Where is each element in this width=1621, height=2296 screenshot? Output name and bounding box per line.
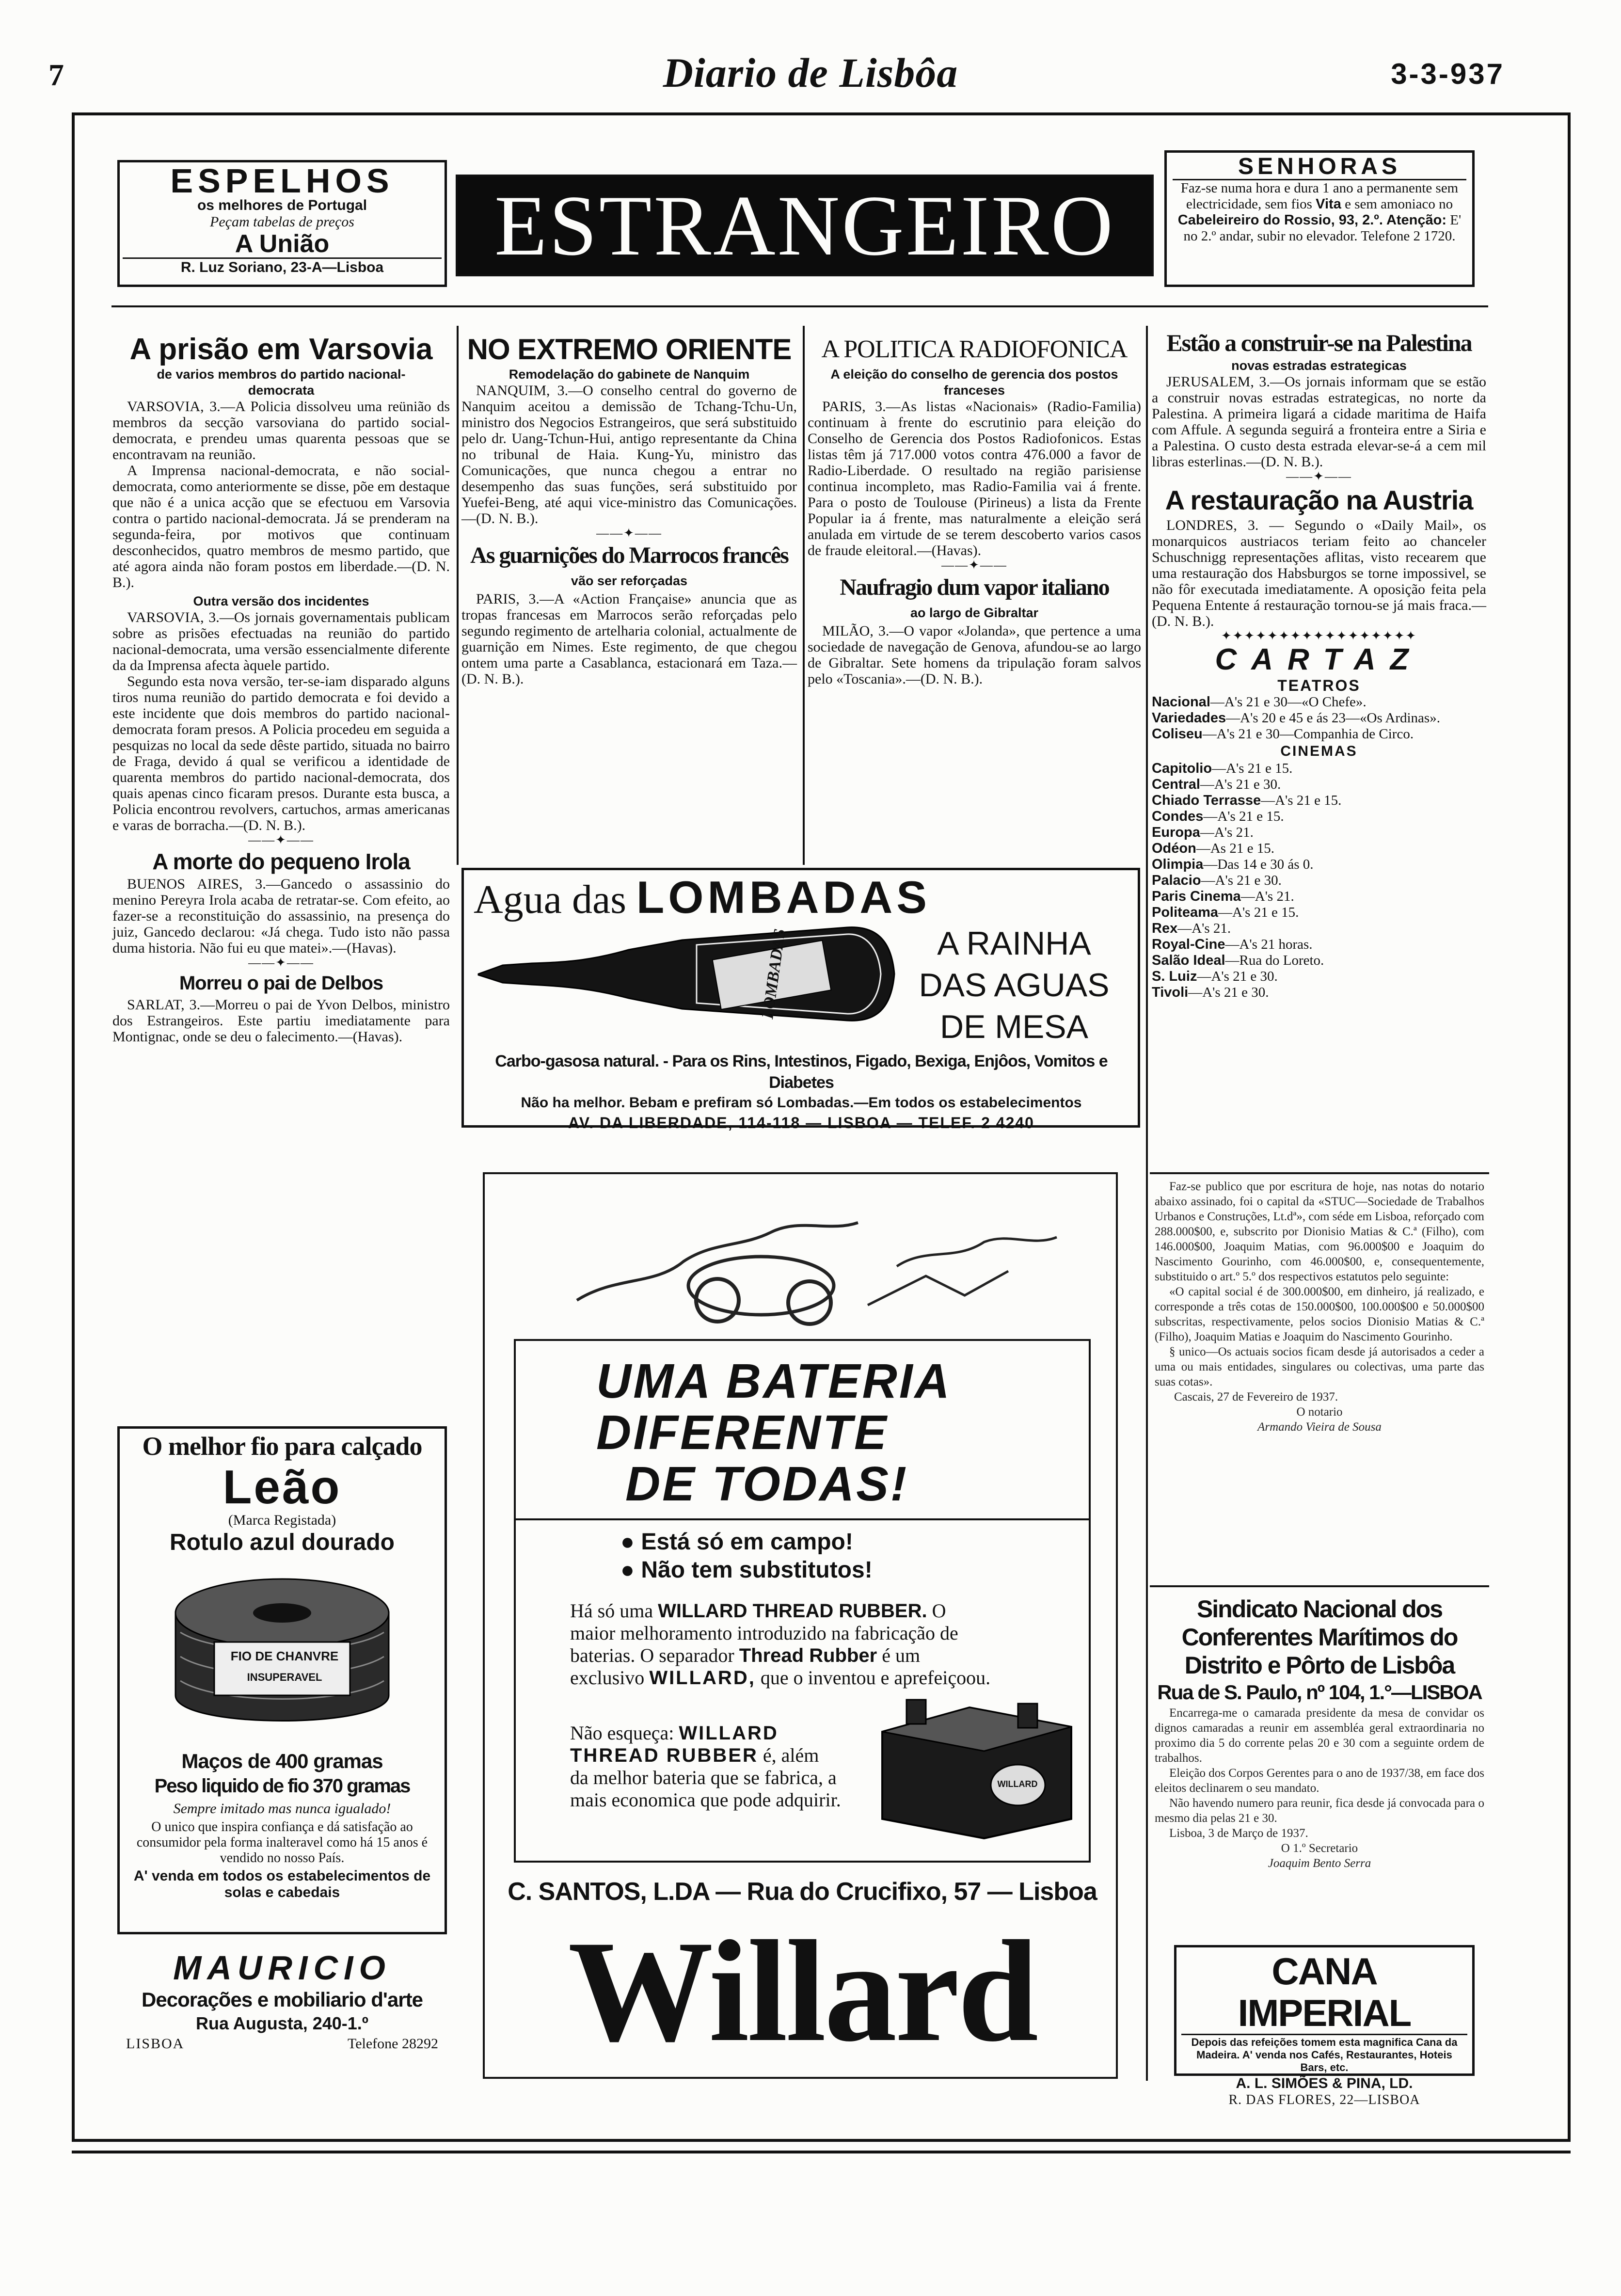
ad-willard-body2: [570, 1722, 842, 1811]
cinemas-item: [1152, 969, 1486, 985]
ad-espelhos-address: R. Luz Soriano, 23-A—Lisboa: [123, 257, 442, 276]
teatros-item-info: —A's 21 e 30—Companhia de Circo.: [1202, 726, 1414, 742]
ad-senhoras-text3: E' no 2.º andar, subir no elevador. Telefone 2 1720.: [1183, 212, 1462, 244]
notice-sindicato-address: Rua de S. Paulo, nº 104, 1.°—LISBOA: [1157, 1681, 1482, 1704]
cinemas-item: [1152, 793, 1486, 809]
ad-willard-p1b: WILLARD THREAD RUBBER.: [658, 1600, 927, 1622]
section-banner: [456, 175, 1154, 276]
ad-willard-headline: [596, 1355, 1081, 1510]
cinemas-item-info: —A's 21 e 15.: [1203, 809, 1284, 824]
ad-leao-line1: Maços de 400 gramas: [181, 1750, 383, 1772]
spool-text1: FIO DE CHANVRE: [230, 1649, 339, 1663]
cinemas-item-name: Central: [1152, 777, 1200, 792]
ad-mauricio-tagline: Decorações e mobiliario d'arte: [142, 1988, 423, 2011]
cinemas-item-name: Salão Ideal: [1152, 953, 1225, 968]
notice-stuc: [1155, 1179, 1484, 1435]
ad-willard-bullet1: ● Está só em campo!: [620, 1529, 853, 1555]
notice-sindicato-body: [1155, 1706, 1484, 1871]
cinemas-item: [1152, 921, 1486, 937]
section-banner-title: ESTRANGEIRO: [494, 177, 1115, 273]
ad-willard-bullet1-text: Está só em campo!: [641, 1529, 853, 1555]
ad-cana-title: CANA IMPERIAL: [1181, 1950, 1467, 2035]
cinemas-item-name: Palacio: [1152, 873, 1201, 888]
ad-lombadas-footer: [472, 1051, 1131, 1133]
col1-p2: A Imprensa nacional-democrata, e não social-democrata, como anteriormente se disse, põe em destaque que não é a unica acção que se efectuou em Varsovia contra o partido nacional-democrata. Já se prenderam na segunda-feira, por motivos que continuam desconhecidos, quatro membros de mesmo partido, que até agora ainda não foram postos em liberdade.—(D. N. B.).: [112, 462, 450, 590]
notice-stuc-role: O notario: [1296, 1405, 1343, 1419]
col-rule-2: [803, 326, 805, 865]
cinemas-item-info: —A's 21 e 30.: [1197, 969, 1278, 984]
teatros-item: [1152, 694, 1486, 710]
cinemas-item-info: —A's 21 horas.: [1225, 937, 1313, 952]
ad-cana-text: Depois das refeições tomem esta magnifica Cana da Madeira. A' venda nos Cafés, Restaurantes, Hoteis Bars, etc.: [1191, 2036, 1458, 2073]
cinemas-item-name: Chiado Terrasse: [1152, 793, 1261, 808]
car-sketch: [557, 1203, 1071, 1339]
cinemas-item-info: —A's 21 e 15.: [1218, 905, 1299, 920]
cinemas-item-info: —A's 21 e 15.: [1261, 793, 1342, 808]
masthead: Diario de Lisbôa: [663, 49, 958, 96]
ad-mauricio-name: MAURICIO: [173, 1949, 391, 1987]
col1-p3: VARSOVIA, 3.—Os jornais governamentais publicam sobre as prisões efectuadas na reunião do partido nacional-democrata, uma versão essencialmente diferente da da Imprensa afecta àquele partido.: [112, 609, 450, 673]
col3-separator: ——✦——: [941, 558, 1007, 572]
col4-subhead: novas estradas estrategicas: [1231, 358, 1407, 373]
notice-sindicato-role: O 1.º Secretario: [1281, 1842, 1358, 1855]
teatros-item-name: Variedades: [1152, 710, 1226, 726]
ad-willard-headline3: DE TODAS!: [625, 1457, 909, 1511]
ad-willard-p1g: que o inventou e aprefeiçoou.: [760, 1667, 991, 1689]
col2-subhead: Remodelação do gabinete de Nanquim: [509, 367, 750, 382]
col3-subhead2: ao largo de Gibraltar: [910, 606, 1039, 620]
cartaz-title: CARTAZ: [1215, 643, 1423, 676]
ad-leao-p1: O unico que inspira confiança e dá satisfação ao consumidor pela forma inalteravel como há 15 anos é vendido no nosso País.: [136, 1819, 428, 1866]
ad-espelhos-line2: Peçam tabelas de preços: [210, 214, 354, 230]
col2-p1: NANQUIM, 3.—O conselho central do governo de Nanquim aceitou a demissão de Tchang-Tchu-Un, ministro dos Negocios Estrangeiros, que será substituido pelo dr. Uang-Tchun-Hui, antigo representante da China no tribunal de Haia. Kung-Yu, ministro das Comunicações, que nunca chegou a entrar no desempenho das suas funções, será substituido por Yuefei-Beng, até aqui vice-ministro das Comunicações.—(D. N. B.).: [461, 383, 797, 526]
cinemas-item-name: Odéon: [1152, 841, 1196, 856]
ad-leao-mark: (Marca Registada): [228, 1512, 336, 1528]
notice-sindicato: [1155, 1595, 1484, 1871]
teatros-item-info: —A's 20 e 45 e ás 23—«Os Ardinas».: [1226, 710, 1440, 726]
cinemas-item-name: S. Luiz: [1152, 969, 1197, 984]
page-number: 7: [48, 58, 64, 92]
teatros-item-name: Coliseu: [1152, 726, 1203, 742]
teatros-item: [1152, 726, 1486, 742]
ad-lombadas-line3: AV. DA LIBERDADE, 114-118 — LISBOA — TELEF. 2 4240: [568, 1114, 1034, 1132]
ad-willard-p1e: é um exclusivo: [570, 1644, 921, 1689]
cinemas-item: [1152, 889, 1486, 905]
ad-mauricio-city: LISBOA: [126, 2036, 185, 2052]
cinemas-item: [1152, 937, 1486, 953]
ad-senhoras-title: SENHORAS: [1173, 155, 1466, 180]
ad-leao-name: Leão: [222, 1460, 342, 1514]
stuc-bottom-rule: [1150, 1585, 1489, 1587]
teatros-item-name: Nacional: [1152, 694, 1210, 710]
col4: [1152, 328, 1486, 1001]
cinemas-item-info: —A's 21.: [1200, 825, 1254, 840]
ad-lombadas-title-a: Agua das: [474, 877, 626, 922]
cinemas-item-name: Capitolio: [1152, 761, 1212, 776]
notice-sindicato-signature: Joaquim Bento Serra: [1268, 1857, 1371, 1870]
col4-headline: Estão a construir-se na Palestina: [1166, 329, 1472, 356]
ad-leao: [117, 1426, 447, 1934]
ad-senhoras-bold2: Cabeleireiro do Rossio, 93, 2.º. Atenção:: [1177, 212, 1447, 228]
col4-separator: ——✦——: [1286, 469, 1352, 483]
teatros-item-info: —A's 21 e 30—«O Chefe».: [1210, 694, 1367, 710]
cinemas-item-info: —A's 21 e 30.: [1200, 777, 1281, 792]
ad-willard-bullet2: ● Não tem substitutos!: [620, 1557, 873, 1583]
cartaz: [1152, 643, 1486, 1001]
ad-lombadas-slogan1: A RAINHA: [937, 925, 1091, 962]
col2-headline2: As guarnições do Marrocos francês: [470, 542, 788, 568]
ad-leao-tagline: Sempre imitado mas nunca igualado!: [173, 1801, 391, 1817]
ad-willard-p2c: é, além da melhor bateria que se fabrica, a mais economica que pode adquirir.: [570, 1744, 841, 1811]
col4-p1: JERUSALEM, 3.—Os jornais informam que se estão a construir novas estradas estrategicas, no norte da Palestina. A primeira ligará a cidade maritima de Haifa com Affule. A segunda seguirá a fronteira entre a Siria e a Palestina. O custo desta estrada elevar-se-á a cem mil libras esterlinas.—(D. N. B.).: [1152, 374, 1486, 470]
cartaz-cinemas-list: [1152, 761, 1486, 1001]
ad-espelhos-name: A União: [235, 230, 330, 258]
notice-sindicato-title: Sindicato Nacional dos Conferentes Marítimos do Distrito e Pôrto de Lisbôa: [1181, 1595, 1458, 1679]
col4-p2: LONDRES, 3. — Segundo o «Daily Mail», os monarquicos austriacos teriam feito ao chanceler Schuschnigg representações aflitas, visto recearem que uma restauração dos Habsburgos se torne impossivel, se não fôr executada imediatamente. A oposição feita pela Pequena Entente á restauração tornou-se já mais fraca.—(D. N. B.).: [1152, 517, 1486, 629]
notice-stuc-text: Faz-se publico que por escritura de hoje, nas notas do notario abaixo assinado, foi o capital da «STUC—Sociedade de Trabalhos Urbanos e Construções, Lt.dª», com séde em Lisboa, reforçado com 288.000$00, e, subscrito por Dionisio Matias & C.ª (Filho), com 146.000$00, Joaquim Matias, com 96.000$00 e Joaquim do Nascimento Gourinho, com 46.000$00, e, consequentemente, substituido o art.º 5.º dos respectivos estatutos pelo seguinte:: [1155, 1180, 1484, 1283]
bottom-rule: [72, 2151, 1571, 2153]
ad-willard-divider: [514, 1518, 1091, 1520]
col1-subhead: de varios membros do partido nacional-democrata: [157, 367, 406, 398]
cinemas-item-info: —A's 21 e 30.: [1188, 985, 1269, 1000]
ad-leao-p2: A' venda em todos os estabelecimentos de solas e cabedais: [133, 1868, 431, 1900]
cinemas-item-info: —Rua do Loreto.: [1225, 953, 1324, 968]
col4-separator2: ✦✦✦✦✦✦✦✦✦✦✦✦✦✦✦✦✦: [1221, 629, 1417, 643]
header-rule: [111, 305, 1488, 307]
teatros-item: [1152, 710, 1486, 726]
cinemas-item-info: —Das 14 e 30 ás 0.: [1203, 857, 1314, 872]
battery-label: WILLARD: [997, 1779, 1038, 1789]
ad-senhoras-text1: Faz-se numa hora e dura 1 ano a permanente sem electricidade, sem fios: [1180, 180, 1459, 212]
cinemas-item: [1152, 841, 1486, 857]
cinemas-item-info: —A's 21 e 30.: [1201, 873, 1282, 888]
ad-willard-p1a: Há só uma: [570, 1600, 653, 1622]
ad-senhoras-body: [1173, 180, 1466, 244]
cinemas-item-info: —As 21 e 15.: [1196, 841, 1274, 856]
ad-willard-dealer: C. SANTOS, L.DA — Rua do Crucifixo, 57 — Lisboa: [508, 1878, 1097, 1906]
cinemas-item: [1152, 905, 1486, 921]
ad-willard-p1f: WILLARD,: [649, 1667, 756, 1689]
col1-separator: ——✦——: [248, 833, 314, 847]
col1-separator2: ——✦——: [248, 956, 314, 970]
ad-senhoras-text2: e sem amoniaco no: [1345, 196, 1453, 212]
spool-text2: INSUPERAVEL: [247, 1671, 322, 1683]
ad-espelhos-line1: os melhores de Portugal: [197, 197, 367, 213]
cinemas-item: [1152, 873, 1486, 889]
battery-illustration: [873, 1678, 1081, 1843]
col2-p2: PARIS, 3.—A «Action Française» anuncia que as tropas francesas em Marrocos serão reforçadas pelo segundo regimento de artelharia colonial, actualmente de guarnição em Nimes. Este regimento, de que chegou ontem uma parte a Casablanca, estacionará em Taza.—(D. N. B.).: [461, 591, 797, 687]
ad-lombadas-title-b: LOMBADAS: [636, 872, 931, 923]
cartaz-bottom-rule: [1150, 1172, 1489, 1174]
ad-mauricio-address: Rua Augusta, 240-1.º: [196, 2013, 368, 2033]
notice-sindicato-p3: Não havendo numero para reunir, fica desde já convocada para o mesmo dia pelas 21 e 30.: [1155, 1797, 1484, 1825]
col3-p2: MILÃO, 3.—O vapor «Jolanda», que pertence a uma sociedade de navegação de Genova, afundou-se ao largo de Gibraltar. Sete homens da tripulação foram salvos pelo «Toscania».—(D. N. B.).: [808, 623, 1141, 687]
col1-sub2: Outra versão dos incidentes: [193, 594, 369, 608]
ad-willard-bullet2-text: Não tem substitutos!: [641, 1557, 873, 1583]
ad-senhoras-bold1: Vita: [1316, 196, 1341, 212]
cinemas-item: [1152, 777, 1486, 793]
notice-sindicato-date: Lisboa, 3 de Março de 1937.: [1169, 1827, 1308, 1840]
col1-headline: A prisão em Varsovia: [129, 333, 433, 366]
ad-mauricio: [117, 1949, 447, 2067]
issue-date: 3-3-937: [1391, 58, 1505, 90]
col2: [461, 333, 797, 687]
col1-p4: Segundo esta nova versão, ter-se-iam disparado alguns tiros numa reunião do partido democrata e foi devido a este incidente que dois membros do partido nacional-democrata foram presos. A Policia procedeu em seguida a pesquizas no local da sede dêste partido, situada no bairro de Fraga, devido á qual se verificou a identidade de quarenta membros do partido nacional-democrata, dos quais apenas cinco ficaram presos. Durante esta busca, a Policia encontrou revolvers, cartuchos, armas americanas e varas de borracha.—(D. N. B.).: [112, 673, 450, 833]
ad-senhoras: [1164, 150, 1475, 287]
cinemas-item: [1152, 825, 1486, 841]
col1-headline2: A morte do pequeno Irola: [152, 849, 410, 874]
col3-p1: PARIS, 3.—As listas «Nacionais» (Radio-Familia) continuam à frente do escrutinio para eleição do Conselho de Gerencia dos Postos Radiofonicos. Estas listas têm já 717.000 votos contra 476.000 a favor de Radio-Liberdade. O resultado na região parisiense continua incompleto, mas Radio-Familia vai á frente. Para o posto de Toulouse (Pirineus) a lista da Frente Popular ia á frente, mas naturalmente a eleição será anulada em virtude de se terem descoberto varios casos de fraude eleitoral.—(Havas).: [808, 399, 1141, 558]
notice-stuc-place: Cascais, 27 de Fevereiro de 1937.: [1174, 1390, 1338, 1403]
ad-lombadas-title-wrap: [474, 874, 931, 923]
cinemas-item-info: —A's 21 e 15.: [1212, 761, 1293, 776]
ad-willard-body1: [570, 1600, 992, 1689]
ad-lombadas: [461, 868, 1140, 1132]
cinemas-item: [1152, 809, 1486, 825]
cinemas-item-info: —A's 21.: [1177, 921, 1231, 936]
ad-leao-title: O melhor fio para calçado: [142, 1432, 422, 1461]
cinemas-item-name: Condes: [1152, 809, 1204, 824]
cinemas-item-name: Royal-Cine: [1152, 937, 1225, 952]
ad-cana-imperial: [1174, 1945, 1475, 2107]
col3-headline: A POLITICA RADIOFONICA: [821, 335, 1128, 363]
notice-sindicato-p1: Encarrega-me o camarada presidente da mesa de convidar os dignos camaradas a reunir em assembléa geral extraordinaria no proximo dia 5 do corrente pelas 20 e 30 com a seguinte ordem de trabalhos.: [1155, 1706, 1484, 1765]
ad-lombadas-slogan: [900, 923, 1128, 1048]
col1-headline3: Morreu o pai de Delbos: [179, 973, 383, 994]
notice-sindicato-p2: Eleição dos Corpos Gerentes para o ano de 1937/38, em face dos eleitos declinarem o seu mandato.: [1155, 1767, 1484, 1795]
cinemas-item-name: Rex: [1152, 921, 1178, 936]
col3-headline2: Naufragio dum vapor italiano: [840, 574, 1109, 600]
ad-willard-brand: Willard: [568, 1911, 1037, 2072]
col-rule-3: [1146, 326, 1148, 2081]
ad-willard: [483, 1172, 1118, 2079]
ad-mauricio-phone: Telefone 28292: [347, 2036, 438, 2052]
cinemas-item: [1152, 953, 1486, 969]
cartaz-teatros-list: [1152, 694, 1486, 742]
cinemas-item-info: —A's 21.: [1240, 889, 1294, 904]
ad-espelhos: [117, 160, 447, 287]
ad-mauricio-footer: [117, 2034, 447, 2054]
ad-lombadas-line1: Carbo-gasosa natural. - Para os Rins, Intestinos, Figado, Bexiga, Enjôos, Vomitos e Diabetes: [495, 1052, 1108, 1092]
ad-willard-p2b: WILLARD THREAD RUBBER: [570, 1722, 779, 1766]
ad-cana-company: A. L. SIMÕES & PINA, LD.: [1236, 2075, 1413, 2091]
col1-p1: VARSOVIA, 3.—A Policia dissolveu uma reünião ds membros da secção varsoviana do partido social-democrata, e prendeu umas quarenta pessoas que se encontravam na reunião.: [112, 399, 450, 462]
notice-stuc-para: § unico—Os actuais socios ficam desde já autorisados a ceder a uma ou mais entidades, singulares ou colectivas, uma parte das suas cotas».: [1155, 1345, 1484, 1388]
cinemas-item-name: Europa: [1152, 825, 1200, 840]
ad-espelhos-title: ESPELHOS: [170, 162, 394, 200]
ad-willard-p2a: Não esqueça:: [570, 1722, 674, 1744]
cinemas-item: [1152, 857, 1486, 873]
ad-leao-line2: Peso liquido de fio 370 gramas: [154, 1775, 410, 1797]
ad-cana-address: R. DAS FLORES, 22—LISBOA: [1228, 2092, 1420, 2107]
ad-leao-label: Rotulo azul dourado: [170, 1530, 395, 1555]
col-rule-1: [457, 326, 459, 865]
cartaz-teatros-title: TEATROS: [1277, 677, 1361, 694]
ad-lombadas-slogan3: DE MESA: [939, 1008, 1089, 1045]
ad-lombadas-line2: Não ha melhor. Bebam e prefiram só Lombadas.—Em todos os estabelecimentos: [521, 1095, 1082, 1111]
cartaz-cinemas-title: CINEMAS: [1280, 743, 1358, 759]
ad-willard-bullets: [620, 1528, 1057, 1584]
cinemas-item-name: Paris Cinema: [1152, 889, 1241, 904]
col1-p6: SARLAT, 3.—Morreu o pai de Yvon Delbos, ministro dos Estrangeiros. Este partiu imediatamente para Montignac, onde se deu o falecimento.—(Havas).: [112, 997, 450, 1045]
cinemas-item-name: Olimpia: [1152, 857, 1204, 872]
bottle-label: LOMBADAS: [759, 927, 789, 1020]
col2-headline: NO EXTREMO ORIENTE: [467, 333, 792, 366]
col1: [112, 333, 450, 1045]
ad-willard-p1d: Thread Rubber: [739, 1645, 877, 1666]
bottle-illustration: [474, 921, 900, 1032]
notice-stuc-signature: Armando Vieira de Sousa: [1257, 1420, 1382, 1434]
notice-stuc-quote: «O capital social é de 300.000$00, em dinheiro, já realizado, e corresponde a três cotas de 150.000$00, 100.000$00 e 50.000$00 subscritas, respectivamente, pelos socios Dionisio Matias & C.ª (Filho), Joaquim Matias e Joaquim do Nascimento Gourinho.: [1155, 1285, 1484, 1343]
col3: [808, 333, 1141, 687]
ad-willard-p1c: O maior melhoramento introduzido na fabricação de baterias. O separador: [570, 1600, 958, 1666]
cinemas-item: [1152, 761, 1486, 777]
ad-lombadas-slogan2: DAS AGUAS: [919, 967, 1110, 1004]
cinemas-item-name: Politeama: [1152, 905, 1218, 920]
ad-willard-headline1: UMA BATERIA: [596, 1354, 952, 1408]
cinemas-item: [1152, 985, 1486, 1001]
cinemas-item-name: Tivoli: [1152, 985, 1189, 1000]
col1-p5: BUENOS AIRES, 3.—Gancedo o assassinio do menino Pereyra Irola acaba de retratar-se. Com efeito, ao fazer-se a reconstituição do assassinio, na presença do juiz, Gancedo declarou: «Já chega. Tudo isto não passa duma historia. Não fui eu que matei».—(Havas).: [112, 876, 450, 956]
col3-subhead: A eleição do conselho de gerencia dos postos franceses: [830, 367, 1118, 398]
ad-willard-headline2: DIFERENTE: [596, 1405, 889, 1460]
col2-subhead2: vão ser reforçadas: [571, 574, 688, 588]
col4-headline2: A restauração na Austria: [1165, 485, 1473, 515]
col2-separator: ——✦——: [596, 526, 662, 540]
